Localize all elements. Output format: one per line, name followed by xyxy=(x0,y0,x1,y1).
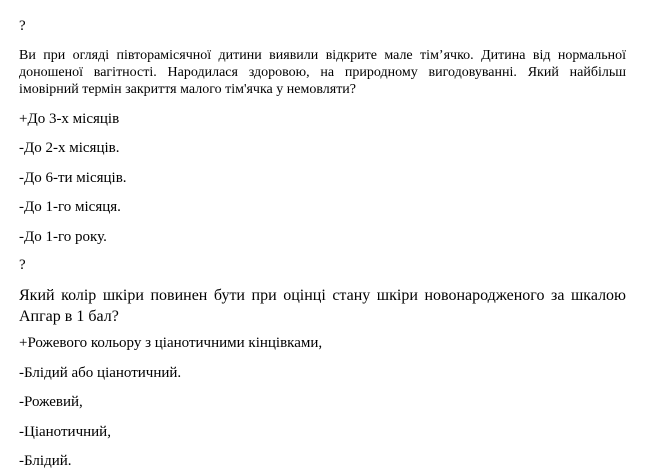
answer-option: -До 2-х місяців. xyxy=(19,140,120,156)
answer-option: -Ціанотичний, xyxy=(19,424,111,440)
answer-option: +До 3-х місяців xyxy=(19,111,120,127)
question-text: Який колір шкіри повинен бути при оцінці стану шкіри новонародженого за шкалою Апгар в 1 бал? xyxy=(19,287,626,325)
answer-option: -До 6-ти місяців. xyxy=(19,170,127,186)
answer-option: -До 1-го року. xyxy=(19,229,107,245)
answer-option: -Блідий. xyxy=(19,453,72,469)
answer-option: -Блідий або ціанотичний. xyxy=(19,365,182,381)
question-text: Ви при огляді півторамісячної дитини виявили відкрите мале тім’ячко. Дитина від нормальної доношеної вагітності. Народилася здоровою, на природному вигодовуванні. Який найбільш імовірний термін закриття малого тім'ячка у немовляти? xyxy=(19,48,626,97)
answer-option: +Рожевого кольору з ціанотичними кінцівками, xyxy=(19,335,323,351)
answer-option: -До 1-го місяця. xyxy=(19,199,121,215)
question-marker: ? xyxy=(19,257,26,273)
answer-option: -Рожевий, xyxy=(19,394,83,410)
question-marker: ? xyxy=(19,18,26,34)
